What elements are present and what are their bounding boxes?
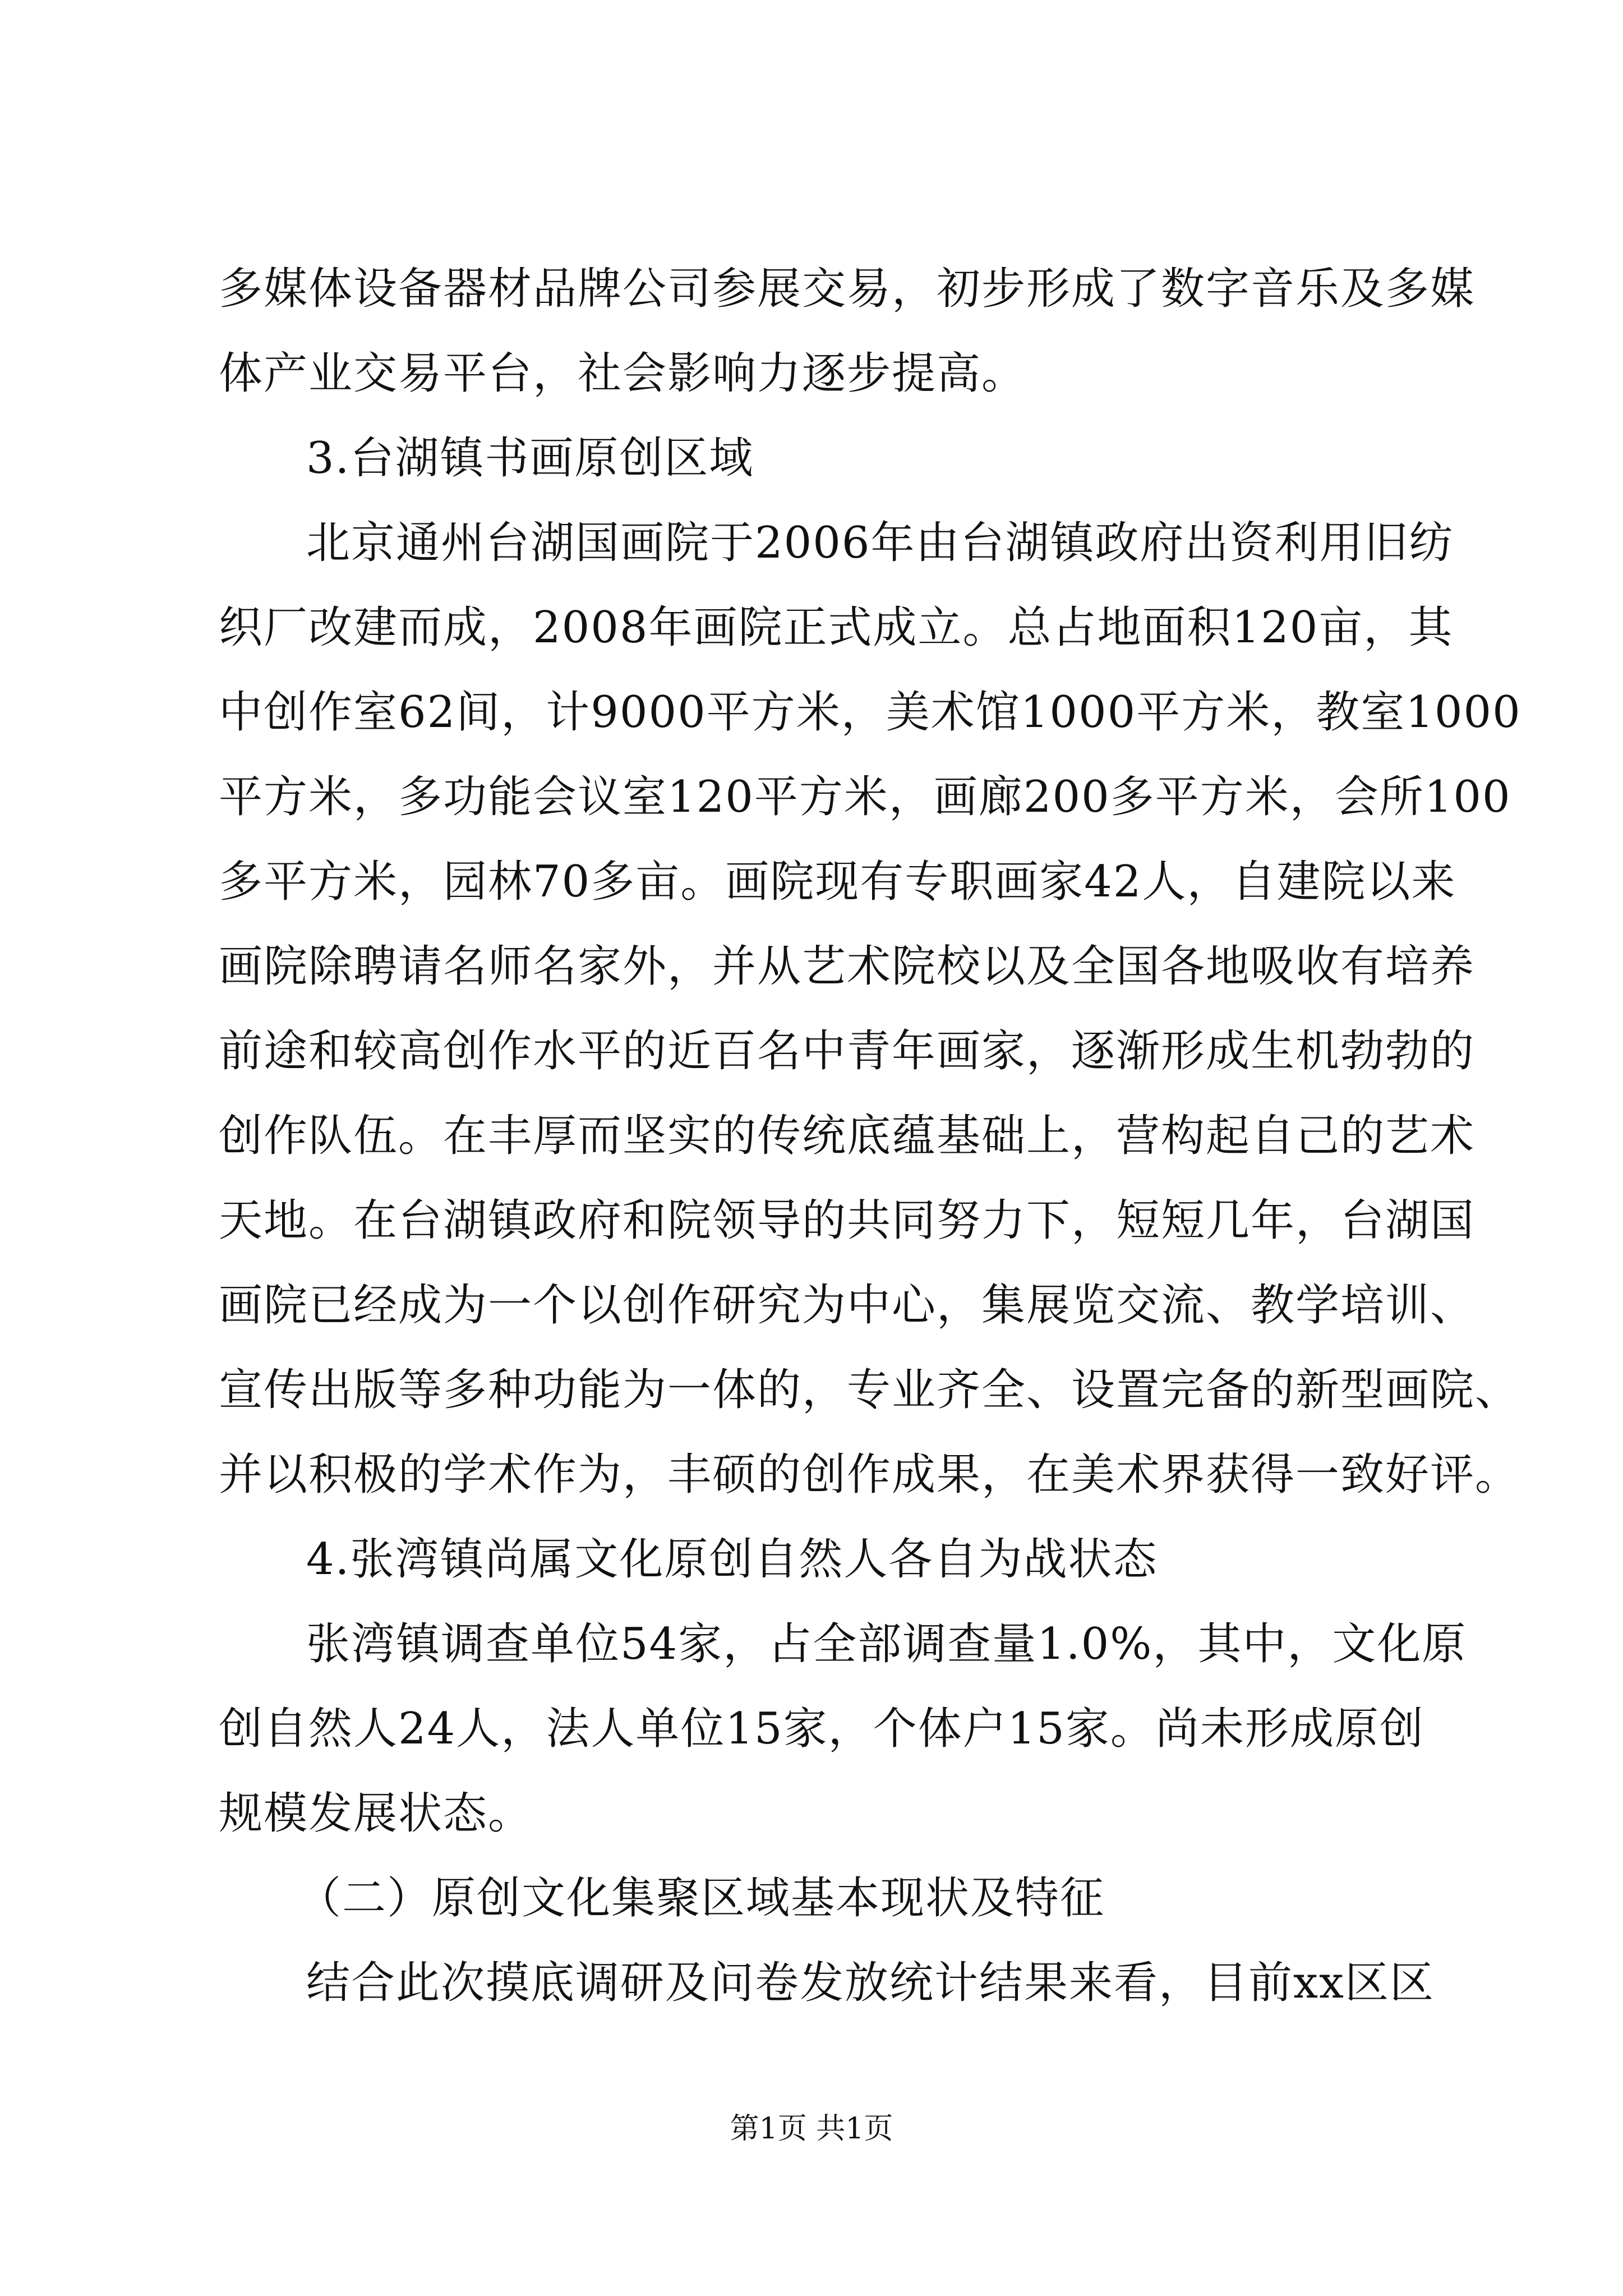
- text-line: 平方米，多功能会议室120平方米，画廊200多平方米，会所100: [219, 772, 1511, 822]
- text-line: 中创作室62间，计9000平方米，美术馆1000平方米，教室1000: [219, 687, 1521, 738]
- paragraph-first-line: 北京通州台湖国画院于2006年由台湖镇政府出资利用旧纺: [306, 518, 1454, 568]
- text-line: 创自然人24人，法人单位15家，个体户15家。尚未形成原创: [219, 1704, 1424, 1754]
- section-heading: 4.张湾镇尚属文化原创自然人各自为战状态: [306, 1534, 1158, 1585]
- text-line: 画院除聘请名师名家外，并从艺术院校以及全国各地吸收有培养: [219, 941, 1476, 992]
- subsection-heading: （二）原创文化集聚区域基本现状及特征: [297, 1873, 1105, 1924]
- text-line: 体产业交易平台，社会影响力逐步提高。: [219, 348, 1027, 399]
- text-line: 多平方米，园林70多亩。画院现有专职画家42人，自建院以来: [219, 857, 1456, 907]
- section-heading: 3.台湖镇书画原创区域: [306, 433, 754, 484]
- text-line: 前途和较高创作水平的近百名中青年画家，逐渐形成生机勃勃的: [219, 1026, 1476, 1076]
- document-body: [219, 247, 1521, 2026]
- text-line: 天地。在台湖镇政府和院领导的共同努力下，短短几年，台湖国: [219, 1195, 1476, 1246]
- text-line: 画院已经成为一个以创作研究为中心，集展览交流、教学培训、: [219, 1280, 1476, 1331]
- paragraph-first-line: 张湾镇调查单位54家，占全部调查量1.0%，其中，文化原: [306, 1619, 1467, 1669]
- paragraph-first-line: 结合此次摸底调研及问卷发放统计结果来看，目前xx区区: [306, 1958, 1435, 2008]
- text-line: 创作队伍。在丰厚而坚实的传统底蕴基础上，营构起自己的艺术: [219, 1111, 1476, 1161]
- text-line: 织厂改建而成，2008年画院正式成立。总占地面积120亩，其: [219, 602, 1454, 653]
- page-number-footer: 第1页 共1页: [730, 2112, 893, 2146]
- text-line: 宣传出版等多种功能为一体的，专业齐全、设置完备的新型画院、: [219, 1365, 1520, 1415]
- text-line: 多媒体设备器材品牌公司参展交易，初步形成了数字音乐及多媒: [219, 264, 1476, 314]
- text-line: 并以积极的学术作为，丰硕的创作成果，在美术界获得一致好评。: [219, 1450, 1520, 1500]
- text-line: 规模发展状态。: [219, 1788, 533, 1839]
